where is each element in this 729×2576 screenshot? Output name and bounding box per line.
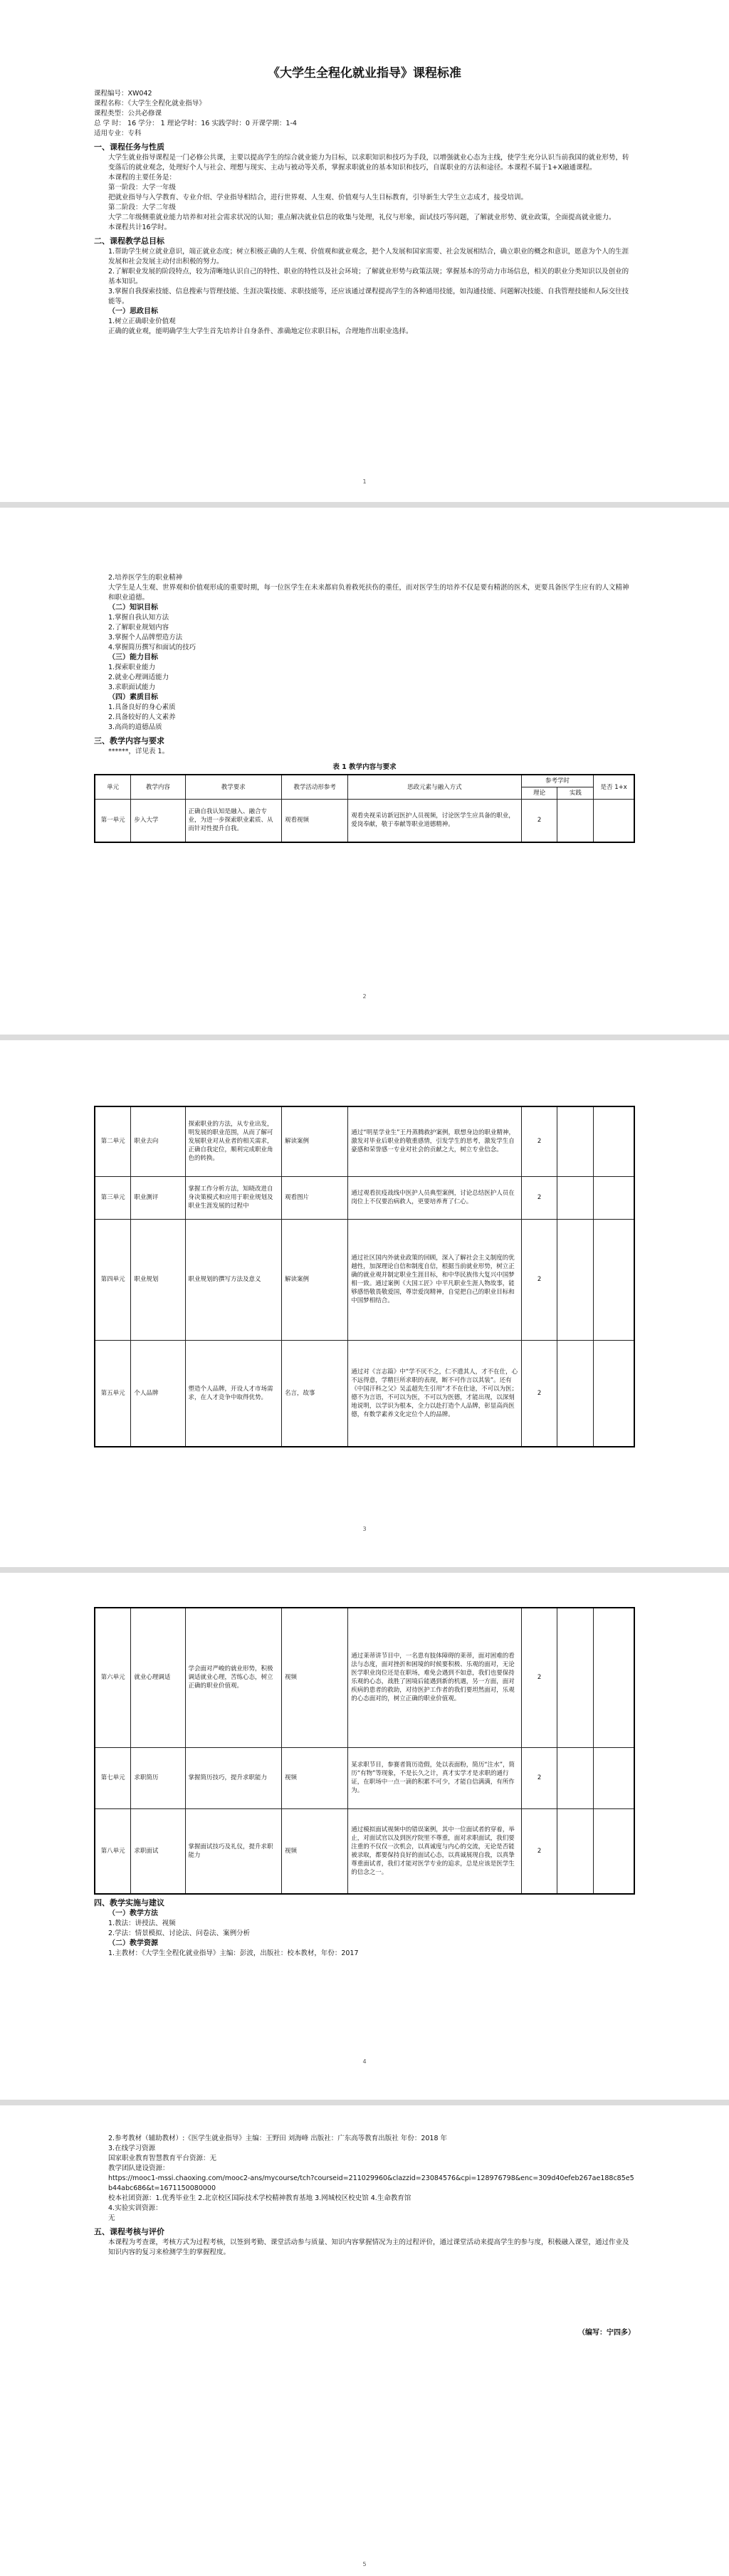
author-signature: （编写：宁四多） xyxy=(578,2329,635,2337)
header-activity: 教学活动形参考 xyxy=(282,775,348,800)
cell-ideology: 通过社区国内外就业政策的回顾，深入了解社会主义制度的优越性，加深理论自信和制度自信，根据当前就业形势，树立正确的就业观并制定职业生涯目标，和中华民族伟大复兴中国梦相一致。通过案例《大国工匠》中平凡职业生涯人物故事，能够感悟敬畏敬爱国，尊崇爱岗精神，自觉把自己的职业目标和中国梦相结合。 xyxy=(348,1219,521,1340)
list-item: 1.掌握自我认知方法 xyxy=(108,614,169,622)
subheading: （一）教学方法 xyxy=(108,1910,158,1917)
paragraph: 教学团队建设资源： xyxy=(108,2164,169,2172)
paragraph: 3.掌握自我探索技能、信息搜索与管理技能、生涯决策技能、求职技能等，还应该通过课程提高学生的各种通用技能，如沟通技能、问题解决技能、自我管理技能和人际交往技能等。 xyxy=(108,288,629,305)
table-row xyxy=(95,1608,634,1747)
subheading: （二）知识目标 xyxy=(108,604,158,612)
cell-requirements: 学会面对严峻的就业形势，积极调适就业心理，苦练心态，树立正确的职业价值观。 xyxy=(185,1608,282,1747)
page-number: 3 xyxy=(362,1526,367,1532)
header-1x: 是否 1+x xyxy=(594,775,634,800)
paragraph: 本课程为考查课，考核方式为过程考核，以签到考勤、课堂活动参与质量、知识内容掌握情况为主的过程评价，通过课堂活动来提高学生的参与度，积极融入课堂，通过作业及知识内容的复习来检测学生的掌握程度。 xyxy=(108,2239,629,2256)
page-3 xyxy=(0,1040,729,1567)
subheading: （二）教学资源 xyxy=(108,1939,158,1947)
table-caption: 表 1 教学内容与要求 xyxy=(332,763,397,771)
list-item: 3.掌握个人品牌塑造方法 xyxy=(108,634,183,642)
cell-theory: 2 xyxy=(521,1176,557,1219)
page-separator xyxy=(0,502,729,508)
paragraph: 大学生就业指导课程是一门必修公共课，主要以提高学生的综合就业能力为目标，以求职知识和技巧为手段，以增强就业心态为主线，使学生充分认识当前我国的就业形势，转变落后的就业观念，处理好个人与社会、理想与现实、主动与被动等关系，掌握求职就业的基本知识和技巧，自谋职业的方法和途径。本课程不属于1+X融通课程。 xyxy=(108,154,629,172)
paragraph: 1.帮助学生树立就业意识，端正就业态度；树立积极正确的人生观、价值观和就业观念，把个人发展和国家需要、社会发展相结合，确立职业的概念和意识，愿意为个人的生涯发展和社会发展主动付出积极的努力。 xyxy=(108,248,629,266)
cell-content: 职业测评 xyxy=(131,1176,185,1219)
cell-activity: 解读案例 xyxy=(282,1219,348,1340)
cell-unit: 第二单元 xyxy=(95,1106,131,1176)
cell-unit: 第五单元 xyxy=(95,1340,131,1447)
paragraph: 4.实验实训资源： xyxy=(108,2204,162,2212)
cell-unit: 第六单元 xyxy=(95,1608,131,1747)
content-table-part-1 xyxy=(94,774,635,843)
course-code: 课程编号：XW042 xyxy=(94,90,152,98)
cell-1x xyxy=(594,1808,634,1894)
cell-content: 职业去向 xyxy=(131,1106,185,1176)
header-requirements: 教学要求 xyxy=(185,775,282,800)
cell-content: 个人品牌 xyxy=(131,1340,185,1447)
paragraph: 2.学法：情景模拟、讨论法、问卷法、案例分析 xyxy=(108,1930,251,1937)
cell-unit: 第三单元 xyxy=(95,1176,131,1219)
list-item: 4.掌握简历撰写和面试的技巧 xyxy=(108,644,196,651)
course-type: 课程类型：公共必修课 xyxy=(94,110,162,117)
cell-activity: 视频 xyxy=(282,1747,348,1808)
page-2 xyxy=(0,508,729,1035)
cell-ideology: 通过莱蒂讲节目中，一名患有肢体障碍的莱蒂，面对困难的看法与态度，面对挫折和困境的时候要积极、乐观的面对，无论医学职业岗位还是在职场，难免会遇到不如意，我们也要保持乐观的心态，战胜了困境后能遇到新的机遇，另一方面，面对疾病的患者的救助，对待医护工作者的我们要坦然面对，乐观的心态面对的，树立正确的职业价值观。 xyxy=(348,1608,521,1747)
cell-theory: 2 xyxy=(521,1747,557,1808)
cell-practice xyxy=(557,1340,594,1447)
cell-1x xyxy=(594,1176,634,1219)
header-ideology: 思政元素与融入方式 xyxy=(348,775,521,800)
subheading: （一）思政目标 xyxy=(108,308,158,315)
table-row xyxy=(95,800,634,842)
paragraph: 正确的就业观，能明确学生大学生首先培养计自身条件、准确地定位求职目标，合理地作出职业选择。 xyxy=(108,328,413,335)
paragraph: 1.主教材：《大学生全程化就业指导》主编：彭波，出版社：校本教材，年份：2017 xyxy=(108,1949,359,1957)
page-number: 5 xyxy=(362,2561,367,2567)
list-item: 2.了解职业规划内容 xyxy=(108,624,169,632)
cell-practice xyxy=(557,1176,594,1219)
cell-ideology: 通过模拟面试视频中的错误案例，其中一位面试者的穿着，举止，对面试官以及到医疗院里不尊重，面对求职面试，我们要注重的不仅仅一次机会，以真诚度与内心的交流，无论是否能被录取，都要保持良好的面试心态，以真诚展现自我，以真挚尊重面试者，我们才能对医学专业的追求，总是应该是医学生的信念之一。 xyxy=(348,1808,521,1894)
cell-activity: 视频 xyxy=(282,1608,348,1747)
section-1-heading: 一、课程任务与性质 xyxy=(94,142,164,152)
cell-requirements: 掌握面试技巧及礼仪，提升求职能力 xyxy=(185,1808,282,1894)
cell-1x xyxy=(594,800,634,842)
cell-activity: 观看图片 xyxy=(282,1176,348,1219)
cell-theory: 2 xyxy=(521,1808,557,1894)
section-4-heading: 四、教学实施与建议 xyxy=(94,1898,164,1907)
paragraph: 3.在线学习资源 xyxy=(108,2145,156,2152)
section-2-heading: 二、课程教学总目标 xyxy=(94,236,164,246)
cell-unit: 第七单元 xyxy=(95,1747,131,1808)
cell-requirements: 掌握简历技巧，提升求职能力 xyxy=(185,1747,282,1808)
cell-unit: 第八单元 xyxy=(95,1808,131,1894)
cell-activity: 解读案例 xyxy=(282,1106,348,1176)
cell-ideology: 通过“明星学业生”王丹蒸腾救护案例，联想身边的职业精神，激发对毕业后职业的敬重感情，引发学生的思考，激发学生自豪感和荣誉感一专业对社会的贡献之大，树立专业信念。 xyxy=(348,1106,521,1176)
paragraph: 1.教法：讲授法、视频 xyxy=(108,1920,176,1927)
paragraph: 本课程共计16学时。 xyxy=(108,224,172,231)
table-row xyxy=(95,1808,634,1894)
table-row xyxy=(95,1106,634,1176)
cell-requirements: 正确自我认知是融入、融合专业，为进一步探索职业素质、从而针对性提升自我。 xyxy=(185,800,282,842)
list-item: 1.探索职业能力 xyxy=(108,664,156,671)
cell-theory: 2 xyxy=(521,800,557,842)
cell-content: 就业心理调适 xyxy=(131,1608,185,1747)
header-theory: 理论 xyxy=(521,787,557,800)
cell-content: 职业规划 xyxy=(131,1219,185,1340)
paragraph: 把就业指导与入学教育、专业介绍、学业指导相结合，进行世界观、人生观、价值观与人生目标教育，引导新生大学生立志成才，接受培训。 xyxy=(108,194,528,201)
cell-ideology: 通过对《言志篇》中“学不厌不之，仁不遗其人，才不在仕，心不远得意，学精巨所求职的表现，断不可作言以其装”。还有《中国汗科之父》吴孟超先生引用“才不在仕途，不可以为医；德不为言语，不可以为医，不可以为医德，才能出现，以深刻地说明，以学识为根本，全力以赴打造个人品牌，彰显高尚医德，有数学素养文化定位个人的品牌。 xyxy=(348,1340,521,1447)
cell-content: 求职面试 xyxy=(131,1808,185,1894)
page-number: 1 xyxy=(362,478,367,485)
list-item: 3.求职面试能力 xyxy=(108,684,156,691)
content-table-part-2 xyxy=(94,1106,635,1447)
paragraph: 第二阶段：大学二年级 xyxy=(108,204,177,211)
cell-unit: 第一单元 xyxy=(95,800,131,842)
course-link[interactable]: https://mooc1-mssi.chaoxing.com/mooc2-ans/mycourse/tch?courseid=211029960&clazzid=23084576&cpi=128976798&enc=309d40efeb267ae188c85e5b44abc686&t=1671150080000 xyxy=(108,2174,634,2192)
table-row xyxy=(95,1176,634,1219)
cell-activity: 视频 xyxy=(282,1808,348,1894)
cell-content: 步入大学 xyxy=(131,800,185,842)
cell-ideology: 某求职节目，参赛者简历造假，处以表面粉，简历“注水”，简历“有物”等现象，不是长久之计，真才实学才是求职的通行证，在职场中一点一滴的积累不可少，才能自信满满，有所作为。 xyxy=(348,1747,521,1808)
cell-requirements: 掌握工作分析方法，知晓改进自身决策模式和应用于职业规划及职业生涯发展的过程中 xyxy=(185,1176,282,1219)
section-3-heading: 三、教学内容与要求 xyxy=(94,736,164,745)
page-4 xyxy=(0,1573,729,2100)
content-table-part-3 xyxy=(94,1607,635,1895)
cell-1x xyxy=(594,1747,634,1808)
list-item: 2.具备较好的人文素养 xyxy=(108,713,176,721)
page-number: 2 xyxy=(362,993,367,1000)
paragraph: ******，详见表 1。 xyxy=(108,748,169,755)
subheading: （三）能力目标 xyxy=(108,654,158,661)
table-row xyxy=(95,1747,634,1808)
cell-requirements: 职业规划的撰写方法及意义 xyxy=(185,1219,282,1340)
cell-practice xyxy=(557,1106,594,1176)
cell-practice xyxy=(557,1608,594,1747)
table-row xyxy=(95,1340,634,1447)
cell-content: 求职简历 xyxy=(131,1747,185,1808)
paragraph: 第一阶段：大学一年级 xyxy=(108,184,177,192)
page-number: 4 xyxy=(362,2058,367,2065)
cell-1x xyxy=(594,1219,634,1340)
header-ref-hours: 参考学时 xyxy=(521,775,594,787)
cell-unit: 第四单元 xyxy=(95,1219,131,1340)
header-practice: 实践 xyxy=(557,787,594,800)
course-hours: 总 学 时： 16 学分： 1 理论学时：16 实践学时：0 开课学期：1-4 xyxy=(94,120,297,127)
page-separator xyxy=(0,2100,729,2105)
cell-requirements: 塑造个人品牌，开设人才市场需求，在人才竞争中取得优势。 xyxy=(185,1340,282,1447)
page-1 xyxy=(0,0,729,502)
page-5 xyxy=(0,2105,729,2576)
paragraph: 2.培养医学生的职业精神 xyxy=(108,574,183,582)
header-unit: 单元 xyxy=(95,775,131,800)
paragraph: 2.了解职业发展的阶段特点，较为清晰地认识自己的特性、职业的特性以及社会环境；了解就业形势与政策法规；掌握基本的劳动力市场信息，相关的职业分类知识以及创业的基本知识。 xyxy=(108,268,629,286)
page-separator xyxy=(0,1035,729,1040)
cell-theory: 2 xyxy=(521,1340,557,1447)
paragraph: 无 xyxy=(108,2214,115,2222)
list-item: 1.具备良好的身心素质 xyxy=(108,703,176,711)
subheading: （四）素质目标 xyxy=(108,693,158,701)
cell-theory: 2 xyxy=(521,1608,557,1747)
header-content: 教学内容 xyxy=(131,775,185,800)
cell-practice xyxy=(557,800,594,842)
paragraph: 大学二年级侧重就业能力培养和对社会需求状况的认知；重点解决就业信息的收集与处理，礼仪与形象，面试技巧等问题，了解就业形势、就业政策，全面提高就业能力。 xyxy=(108,214,616,221)
cell-activity: 名言，故事 xyxy=(282,1340,348,1447)
cell-practice xyxy=(557,1219,594,1340)
list-item: 3.高尚的道德品质 xyxy=(108,723,162,731)
cell-1x xyxy=(594,1608,634,1747)
page-separator xyxy=(0,1567,729,1573)
section-5-heading: 五、课程考核与评价 xyxy=(94,2227,164,2236)
cell-practice xyxy=(557,1808,594,1894)
cell-practice xyxy=(557,1747,594,1808)
table-row xyxy=(95,1219,634,1340)
paragraph: 1.树立正确职业价值观 xyxy=(108,318,176,325)
cell-ideology: 通过观看抗疫战线中医护人员典型案例，讨论总结医护人员在岗位上不仅要治病救人，更要培养育了仁心。 xyxy=(348,1176,521,1219)
cell-requirements: 探索职业的方法，从专业出发，明发展的职业范围，从而了解可发展职业对从业者的相关需求，正确自我定位，顺利完成职业角色的转换。 xyxy=(185,1106,282,1176)
cell-1x xyxy=(594,1106,634,1176)
paragraph: 校本社团资源：1.优秀毕业生 2.北京校区国际技术学校精神教育基地 3.网城校区校史馆 4.生命教育馆 xyxy=(108,2194,411,2202)
list-item: 2.就业心理调适能力 xyxy=(108,674,169,681)
course-major: 适用专业：专科 xyxy=(94,130,142,137)
cell-theory: 2 xyxy=(521,1106,557,1176)
paragraph: 2.参考教材（辅助教材）:《医学生就业指导》主编：王野田 刘海峰 出版社：广东高等教育出版社 年份：2018 年 xyxy=(108,2135,448,2142)
cell-theory: 2 xyxy=(521,1219,557,1340)
paragraph: 国家职业教育智慧教育平台资源：无 xyxy=(108,2154,217,2162)
cell-activity: 观看视频 xyxy=(282,800,348,842)
cell-ideology: 观看央视采访新冠医护人员视频，讨论医学生应具备的职业，爱岗奉献，敬于奉献等职业道德精神。 xyxy=(348,800,521,842)
paragraph: 本课程的主要任务是： xyxy=(108,174,177,182)
cell-1x xyxy=(594,1340,634,1447)
document-title: 《大学生全程化就业指导》课程标准 xyxy=(268,66,461,80)
paragraph: 大学生是人生观、世界观和价值观形成的重要时期，每一位医学生在未来都肩负着救死扶伤的重任，而对医学生的培养不仅是要有精湛的医术，更要具备医学生应有的人文精神和职业道德。 xyxy=(108,584,629,602)
course-name: 课程名称：《大学生全程化就业指导》 xyxy=(94,100,206,108)
